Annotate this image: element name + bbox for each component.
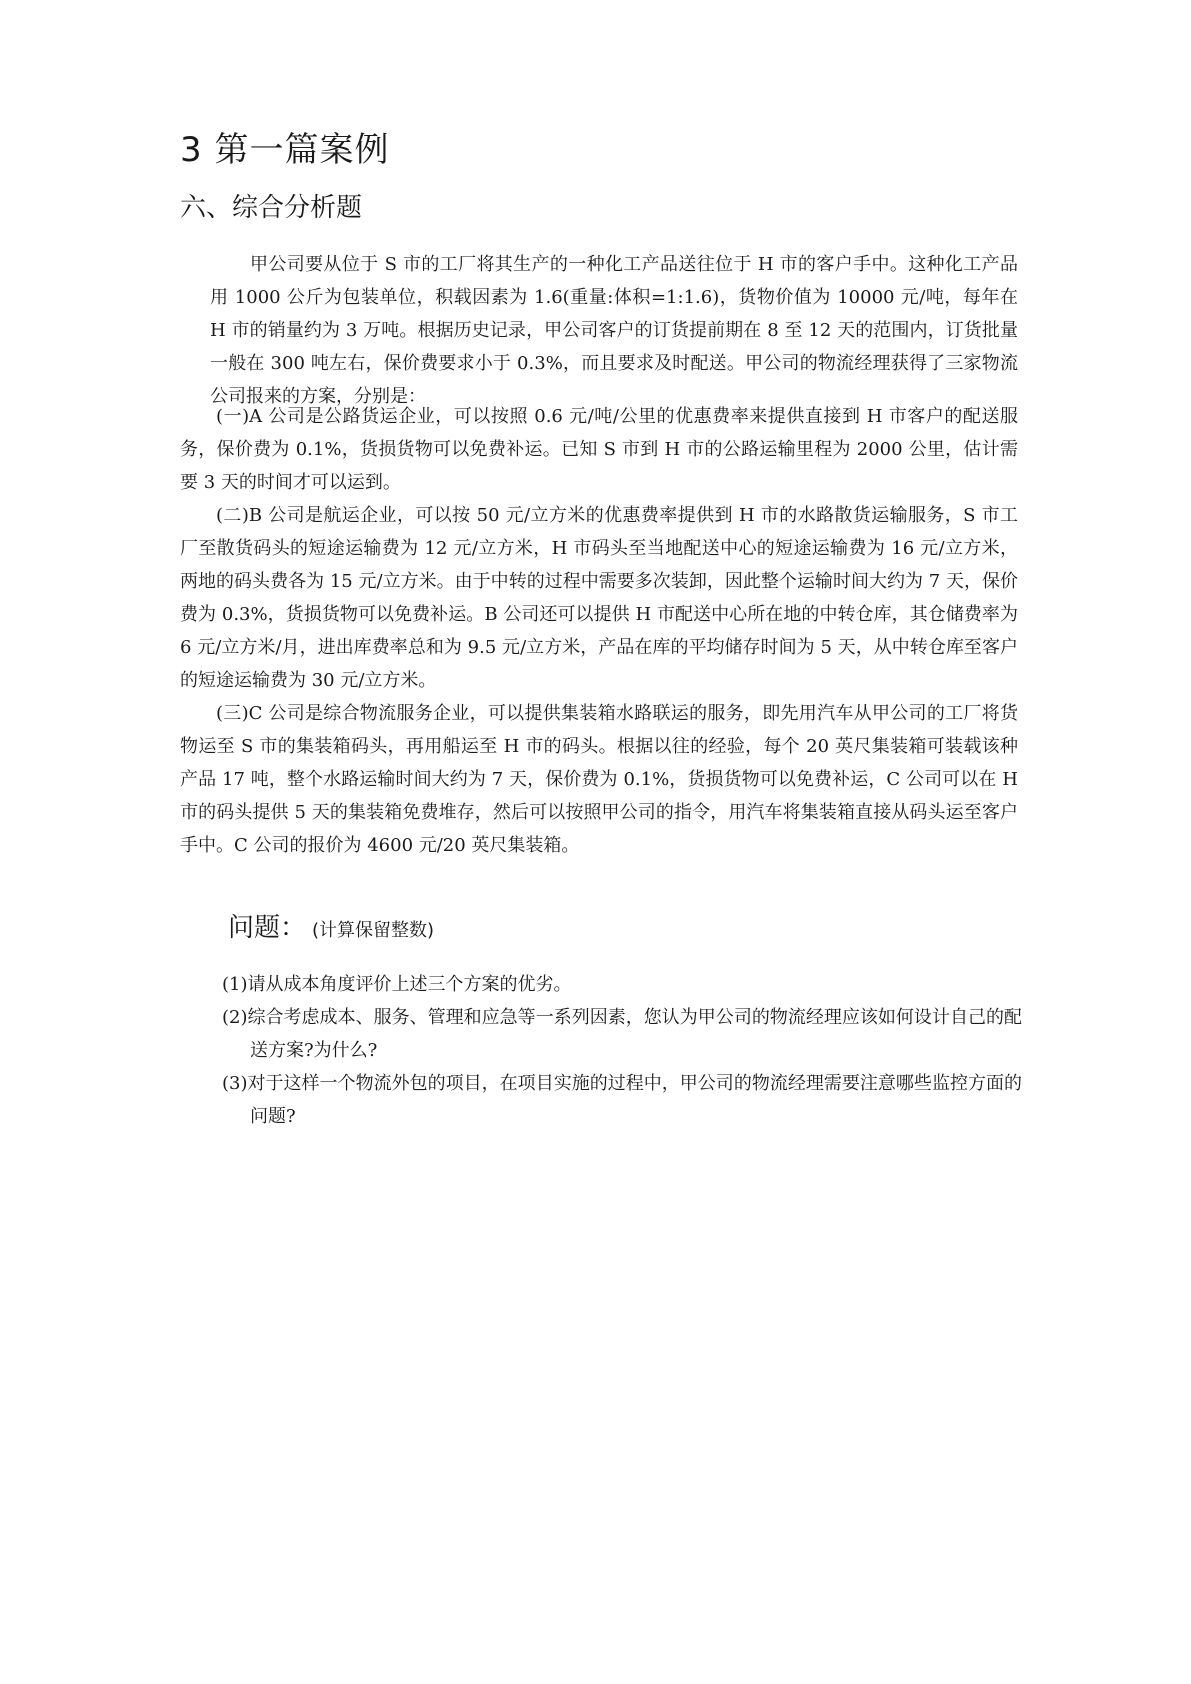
case-intro-paragraph: 甲公司要从位于 S 市的工厂将其生产的一种化工产品送往位于 H 市的客户手中。这种化工产品用 1000 公斤为包装单位，积载因素为 1.6(重量:体积=1:1.6)，货物价值为 10000 元/吨，每年在 H 市的销量约为 3 万吨。根据历史记录，甲公司客户的订货提前期在 8 至 12 天的范围内，订货批量一般在 300 吨左右，保价费要求小于 0.3%，而且要求及时配送。甲公司的物流经理获得了三家物流公司报来的方案，分别是：	[210, 254, 1018, 407]
option-a-paragraph: (一)A 公司是公路货运企业，可以按照 0.6 元/吨/公里的优惠费率来提供直接到 H 市客户的配送服务，保价费为 0.1%，货损货物可以免费补运。已知 S 市到 H 市的公路运输里程为 2000 公里，估计需要 3 天的时间才可以运到。	[180, 406, 1018, 493]
option-b-paragraph: (二)B 公司是航运企业，可以按 50 元/立方米的优惠费率提供到 H 市的水路散货运输服务，S 市工厂至散货码头的短途运输费为 12 元/立方米，H 市码头至当地配送中心的短途运输费为 16 元/立方米，两地的码头费各为 15 元/立方米。由于中转的过程中需要多次装卸，因此整个运输时间大约为 7 天，保价费为 0.3%，货损货物可以免费补运。B 公司还可以提供 H 市配送中心所在地的中转仓库，其仓储费率为 6 元/立方米/月，进出库费率总和为 9.5 元/立方米，产品在库的平均储存时间为 5 天，从中转仓库至客户的短途运输费为 30 元/立方米。	[180, 505, 1018, 691]
section-title: 六、综合分析题	[180, 193, 363, 223]
chapter-title: 3 第一篇案例	[180, 130, 390, 170]
case-options	[180, 400, 1018, 862]
questions-heading	[228, 910, 434, 946]
question-list	[222, 968, 1022, 1133]
option-c-paragraph: (三)C 公司是综合物流服务企业，可以提供集装箱水路联运的服务，即先用汽车从甲公司的工厂将货物运至 S 市的集装箱码头，再用船运至 H 市的码头。根据以往的经验，每个 20 英尺集装箱可装载该种产品 17 吨，整个水路运输时间大约为 7 天，保价费为 0.1%，货损货物可以免费补运，C 公司可以在 H 市的码头提供 5 天的集装箱免费堆存，然后可以按照甲公司的指令，用汽车将集装箱直接从码头运至客户手中。C 公司的报价为 4600 元/20 英尺集装箱。	[180, 703, 1018, 856]
question-item: (2)综合考虑成本、服务、管理和应急等一系列因素，您认为甲公司的物流经理应该如何设计自己的配送方案?为什么?	[222, 1007, 1022, 1061]
question-item: (1)请从成本角度评价上述三个方案的优劣。	[222, 974, 572, 995]
questions-note: (计算保留整数)	[312, 920, 435, 941]
question-item: (3)对于这样一个物流外包的项目，在项目实施的过程中，甲公司的物流经理需要注意哪些监控方面的问题?	[222, 1073, 1022, 1127]
questions-title: 问题：	[228, 913, 307, 943]
